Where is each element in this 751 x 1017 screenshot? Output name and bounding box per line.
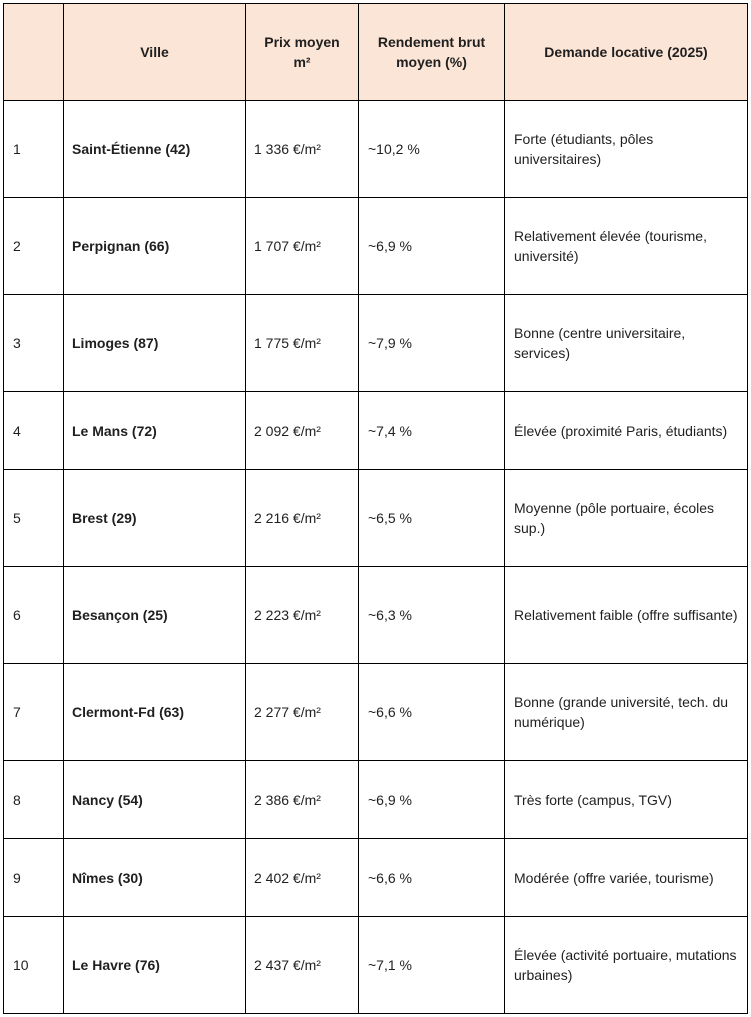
cell-yield: ~6,3 % [359, 567, 505, 664]
cell-city: Clermont-Fd (63) [64, 664, 246, 761]
table-header [4, 4, 748, 101]
cell-city: Limoges (87) [64, 295, 246, 392]
cell-price: 2 437 €/m² [246, 917, 359, 1014]
table-row [4, 198, 748, 295]
cell-demand: Élevée (activité portuaire, mutations urbaines) [505, 917, 748, 1014]
cell-yield: ~6,9 % [359, 761, 505, 839]
cell-rank: 9 [4, 839, 64, 917]
cell-yield: ~6,6 % [359, 839, 505, 917]
cell-price: 2 386 €/m² [246, 761, 359, 839]
cell-price: 2 216 €/m² [246, 470, 359, 567]
cell-demand: Relativement faible (offre suffisante) [505, 567, 748, 664]
table-row [4, 392, 748, 470]
cell-price: 2 092 €/m² [246, 392, 359, 470]
cell-rank: 10 [4, 917, 64, 1014]
table-row [4, 295, 748, 392]
cell-yield: ~7,9 % [359, 295, 505, 392]
header-yield: Rendement brut moyen (%) [359, 4, 505, 101]
cell-demand: Bonne (grande université, tech. du numérique) [505, 664, 748, 761]
cell-rank: 8 [4, 761, 64, 839]
cell-rank: 1 [4, 101, 64, 198]
cell-demand: Élevée (proximité Paris, étudiants) [505, 392, 748, 470]
cell-city: Brest (29) [64, 470, 246, 567]
cell-price: 1 707 €/m² [246, 198, 359, 295]
header-city: Ville [64, 4, 246, 101]
cell-city: Le Mans (72) [64, 392, 246, 470]
cell-rank: 5 [4, 470, 64, 567]
cell-yield: ~7,1 % [359, 917, 505, 1014]
cell-demand: Bonne (centre universitaire, services) [505, 295, 748, 392]
table-row [4, 917, 748, 1014]
cell-city: Perpignan (66) [64, 198, 246, 295]
header-rank [4, 4, 64, 101]
cell-rank: 4 [4, 392, 64, 470]
cell-demand: Très forte (campus, TGV) [505, 761, 748, 839]
cell-demand: Relativement élevée (tourisme, université) [505, 198, 748, 295]
cell-rank: 7 [4, 664, 64, 761]
table-row [4, 101, 748, 198]
cell-yield: ~7,4 % [359, 392, 505, 470]
header-price: Prix moyen m² [246, 4, 359, 101]
cell-rank: 6 [4, 567, 64, 664]
cell-yield: ~6,9 % [359, 198, 505, 295]
table-body [4, 101, 748, 1014]
cell-price: 1 775 €/m² [246, 295, 359, 392]
cell-yield: ~6,6 % [359, 664, 505, 761]
cell-city: Nancy (54) [64, 761, 246, 839]
header-row [4, 4, 748, 101]
cell-yield: ~6,5 % [359, 470, 505, 567]
table-row [4, 761, 748, 839]
table-row [4, 664, 748, 761]
cell-price: 1 336 €/m² [246, 101, 359, 198]
table-row [4, 567, 748, 664]
cell-city: Saint-Étienne (42) [64, 101, 246, 198]
cell-rank: 2 [4, 198, 64, 295]
cell-rank: 3 [4, 295, 64, 392]
cell-city: Le Havre (76) [64, 917, 246, 1014]
cell-price: 2 277 €/m² [246, 664, 359, 761]
cell-city: Nîmes (30) [64, 839, 246, 917]
table-row [4, 470, 748, 567]
cell-demand: Forte (étudiants, pôles universitaires) [505, 101, 748, 198]
city-rental-table-container [3, 3, 748, 1014]
cell-yield: ~10,2 % [359, 101, 505, 198]
city-rental-table [3, 3, 748, 1014]
cell-demand: Moyenne (pôle portuaire, écoles sup.) [505, 470, 748, 567]
cell-price: 2 223 €/m² [246, 567, 359, 664]
header-demand: Demande locative (2025) [505, 4, 748, 101]
table-row [4, 839, 748, 917]
cell-city: Besançon (25) [64, 567, 246, 664]
cell-demand: Modérée (offre variée, tourisme) [505, 839, 748, 917]
cell-price: 2 402 €/m² [246, 839, 359, 917]
